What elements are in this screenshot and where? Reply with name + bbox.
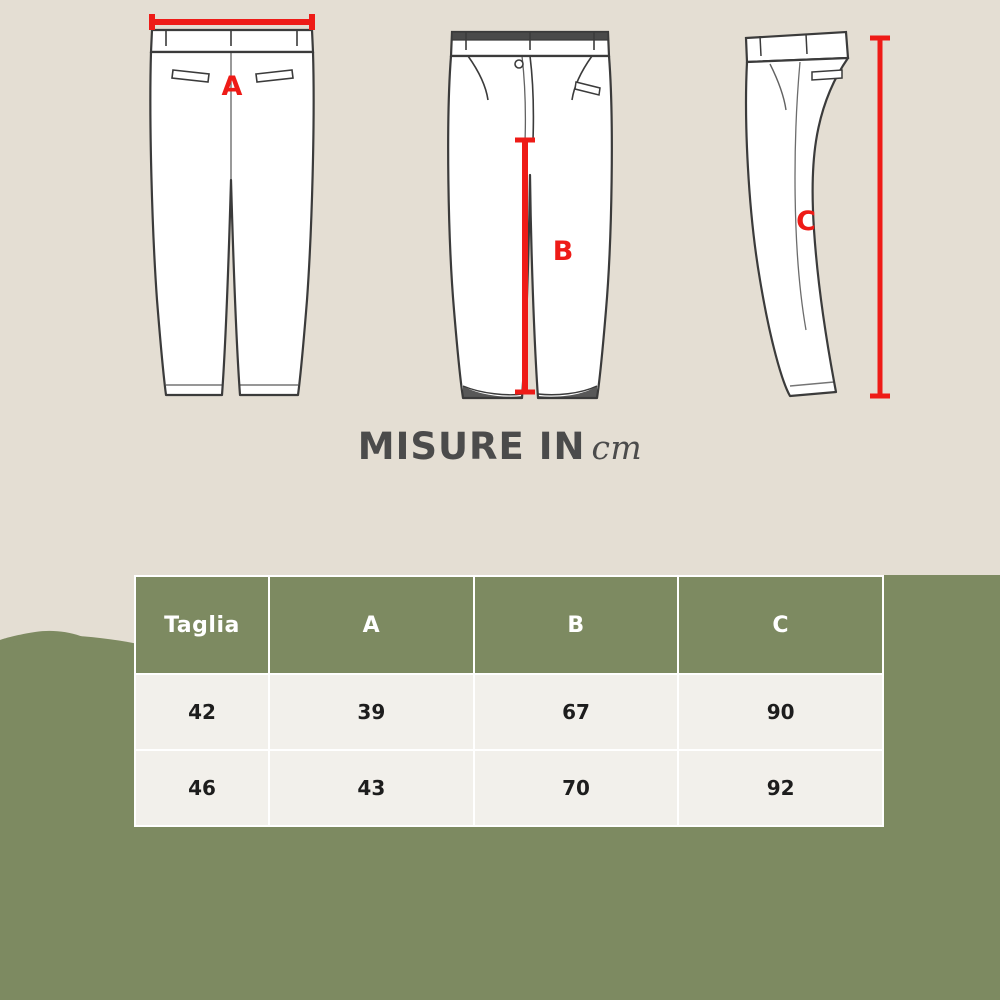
size-table [134,575,884,827]
cell-a: 43 [269,750,474,826]
cell-c: 90 [678,674,883,750]
table-row [135,674,883,750]
table-header-c: C [678,576,883,674]
table-header-a: A [269,576,474,674]
measurement-unit-caption [0,425,1000,468]
side-view-drawing [746,32,890,396]
label-c: C [796,206,816,237]
table-header-taglia: Taglia [135,576,269,674]
label-b: B [552,236,574,267]
cell-b: 70 [474,750,679,826]
caption-unit-text: cm [591,428,643,467]
measure-line-c [870,38,890,396]
table-row [135,750,883,826]
cell-a: 39 [269,674,474,750]
inner-view-drawing [448,32,612,398]
cell-size: 42 [135,674,269,750]
caption-main-text: MISURE IN [357,425,586,468]
front-view-drawing [150,14,313,395]
measure-line-a [152,14,312,30]
cell-size: 46 [135,750,269,826]
cell-b: 67 [474,674,679,750]
table-header-b: B [474,576,679,674]
label-a: A [221,71,243,102]
table-header-row [135,576,883,674]
cell-c: 92 [678,750,883,826]
garment-diagrams [0,0,1000,420]
